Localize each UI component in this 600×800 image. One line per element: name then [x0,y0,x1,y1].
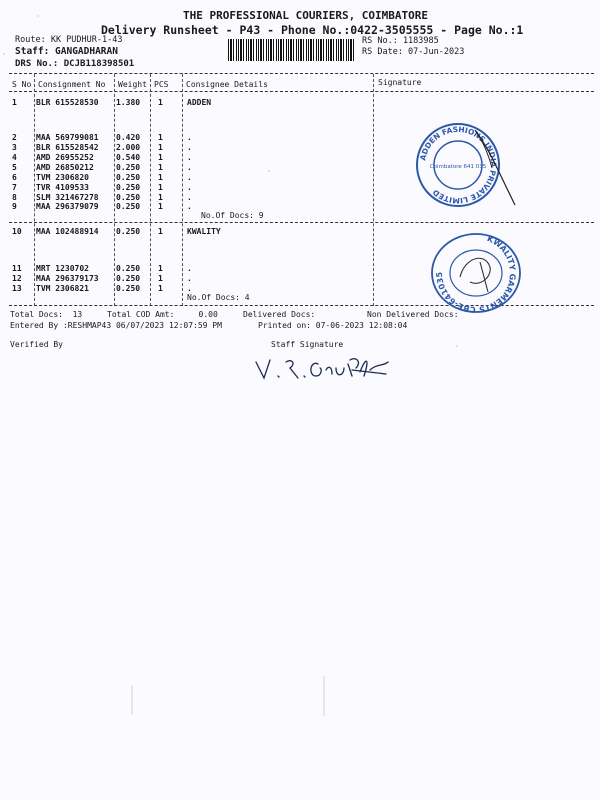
row-consignee: . [187,173,192,182]
row-sno: 6 [12,173,17,182]
row-consignee: . [187,284,192,293]
row-sno: 7 [12,183,17,192]
row-consignee: . [187,163,192,172]
delivered-docs: Delivered Docs: [243,310,316,319]
row-consignee: . [187,193,192,202]
row-sno: 12 [12,274,22,283]
runsheet-subtitle: Delivery Runsheet - P43 - Phone No.:0422-3505555 - Page No.:1 [101,23,524,37]
scan-speck [323,676,325,716]
row-consignment: TVM 2306820 [36,173,89,182]
row-pcs: 1 [158,202,163,211]
row-sno: 2 [12,133,17,142]
row-sno: 1 [12,98,17,107]
row-pcs: 1 [158,274,163,283]
row-pcs: 1 [158,284,163,293]
scan-speck [3,53,5,55]
row-pcs: 1 [158,163,163,172]
row-weight: 0.250 [116,264,141,273]
row-consignment: BLR 615528542 [36,143,99,152]
row-sno: 13 [12,284,22,293]
row-consignment: MAA 296379079 [36,202,99,211]
row-pcs: 1 [158,173,163,182]
route-label: Route: KK PUDHUR-1-43 [15,35,123,45]
company-title: THE PROFESSIONAL COURIERS, COIMBATORE [183,9,429,22]
row-consignment: MAA 102488914 [36,227,99,236]
scan-speck [268,170,270,172]
row-weight: 0.250 [116,202,141,211]
scan-speck [456,345,458,347]
row-consignee: . [187,202,192,211]
row-pcs: 1 [158,227,163,236]
staff-signature [252,348,392,388]
scan-speck [131,685,133,715]
rs-number: RS No.: 1183985 [362,36,439,46]
row-consignment: BLR 615528530 [36,98,99,107]
row-sno: 5 [12,163,17,172]
verified-by-label: Verified By [10,340,63,349]
table-row [0,98,600,108]
row-consignee: KWALITY [187,227,221,236]
row-sno: 4 [12,153,17,162]
row-consignment: AMD 26955252 [36,153,94,162]
row-consignment: SLM 321467278 [36,193,99,202]
header-bottom-rule [9,91,594,92]
rs-date: RS Date: 07-Jun-2023 [362,47,465,57]
printed-on: Printed on: 07-06-2023 12:08:04 [258,321,408,330]
row-weight: 0.250 [116,227,141,236]
row-consignee: ADDEN [187,98,212,107]
row-weight: 0.250 [116,274,141,283]
row-sno: 3 [12,143,17,152]
row-consignee: . [187,133,192,142]
row-sno: 9 [12,202,17,211]
row-sno: 11 [12,264,22,273]
group2-doc-count: No.Of Docs: 4 [187,293,250,302]
col-details: Consignee Details [186,80,268,89]
col-consignment: Consignment No [38,80,106,89]
stamp-signature-stroke [470,120,520,210]
row-consignee: . [187,143,192,152]
total-cod-amount: Total COD Amt: 0.00 [107,310,218,319]
row-consignment: TVR 4109533 [36,183,89,192]
row-weight: 0.540 [116,153,141,162]
col-weight: Weight [118,80,147,89]
row-weight: 2.000 [116,143,141,152]
entered-by: Entered By :RESHMAP43 06/07/2023 12:07:59 PM [10,321,222,330]
stamp2-ring-text: KWALITY GARMENTS CBE-641035 [434,234,518,314]
stamp1-center-text: Coimbatore 641 035 [429,164,487,170]
row-consignee: . [187,264,192,273]
staff-label: Staff: GANGADHARAN [15,46,118,57]
row-pcs: 1 [158,133,163,142]
staff-signature-label: Staff Signature [271,340,344,349]
row-pcs: 1 [158,264,163,273]
col-pcs: PCS [154,80,169,89]
table-top-rule [9,73,594,74]
kwality-garments-stamp [430,232,522,314]
row-consignment: TVM 2306821 [36,284,89,293]
row-consignment: AMD 26850212 [36,163,94,172]
row-sno: 8 [12,193,17,202]
row-weight: 0.420 [116,133,141,142]
col-signature: Signature [378,78,422,87]
group-divider [9,222,594,223]
non-delivered-docs: Non Delivered Docs: [367,310,459,319]
row-pcs: 1 [158,153,163,162]
row-weight: 0.250 [116,163,141,172]
row-weight: 1.380 [116,98,141,107]
row-consignee: . [187,153,192,162]
row-weight: 0.250 [116,183,141,192]
drs-number: DRS No.: DCJB118398501 [15,59,135,69]
row-weight: 0.250 [116,173,141,182]
row-consignment: MAA 296379173 [36,274,99,283]
row-consignment: MRT 1230702 [36,264,89,273]
row-consignment: MAA 569799081 [36,133,99,142]
row-sno: 10 [12,227,22,236]
group1-doc-count: No.Of Docs: 9 [201,211,264,220]
row-weight: 0.250 [116,284,141,293]
row-weight: 0.250 [116,193,141,202]
row-consignee: . [187,274,192,283]
barcode [228,39,354,61]
col-sno: S No [12,80,32,89]
row-pcs: 1 [158,193,163,202]
row-pcs: 1 [158,183,163,192]
stamp1-ring-text: ADDEN FASHIONS INDIA PRIVATE LIMITED [418,124,499,206]
row-pcs: 1 [158,98,163,107]
total-docs: Total Docs: 13 [10,310,83,319]
scan-speck [37,15,39,17]
row-consignee: . [187,183,192,192]
row-pcs: 1 [158,143,163,152]
